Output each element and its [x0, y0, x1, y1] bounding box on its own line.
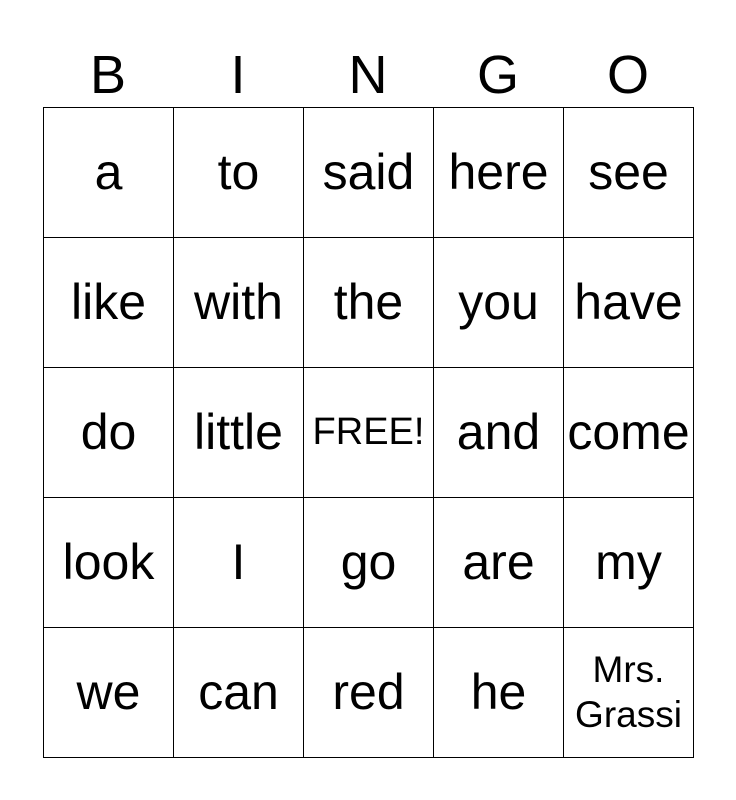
- free-space-label: FREE!: [312, 410, 425, 453]
- cell-word: go: [340, 534, 397, 591]
- bingo-cell[interactable]: [434, 498, 564, 628]
- header-letter-i: I: [230, 45, 246, 105]
- cell-word: to: [217, 144, 260, 201]
- header-letter-o: O: [606, 45, 649, 105]
- cell-word: we: [76, 664, 141, 721]
- free-space-cell[interactable]: [304, 368, 434, 498]
- bingo-cell[interactable]: [174, 498, 304, 628]
- cell-word: are: [462, 534, 535, 591]
- bingo-cell[interactable]: [174, 368, 304, 498]
- cell-word: a: [94, 144, 123, 201]
- bingo-cell[interactable]: [564, 368, 694, 498]
- bingo-cell[interactable]: [434, 108, 564, 238]
- header-letter-b: B: [89, 45, 127, 105]
- cell-word: with: [194, 274, 283, 331]
- cell-word: see: [588, 144, 669, 201]
- bingo-cell[interactable]: [44, 498, 174, 628]
- cell-word: and: [456, 404, 541, 461]
- bingo-cell[interactable]: [174, 108, 304, 238]
- bingo-cell[interactable]: [174, 628, 304, 758]
- teacher-name-cell[interactable]: [564, 628, 694, 758]
- header-letter-g: G: [476, 45, 519, 105]
- cell-word: little: [194, 404, 283, 461]
- cell-word: have: [574, 274, 683, 331]
- bingo-cell[interactable]: [304, 108, 434, 238]
- bingo-cell[interactable]: [304, 238, 434, 368]
- bingo-cell[interactable]: [434, 368, 564, 498]
- bingo-card-grid: [43, 107, 694, 758]
- cell-word: look: [62, 534, 155, 591]
- teacher-name-line1: Mrs.: [592, 649, 665, 691]
- bingo-cell[interactable]: [44, 628, 174, 758]
- cell-word: come: [567, 404, 690, 461]
- bingo-header: [43, 44, 693, 106]
- bingo-cell[interactable]: [434, 238, 564, 368]
- cell-word: said: [322, 144, 415, 201]
- bingo-cell[interactable]: [44, 238, 174, 368]
- bingo-cell[interactable]: [564, 108, 694, 238]
- teacher-name: [575, 648, 682, 737]
- bingo-cell[interactable]: [304, 498, 434, 628]
- cell-word: my: [595, 534, 662, 591]
- bingo-cell[interactable]: [434, 628, 564, 758]
- cell-word: like: [70, 274, 147, 331]
- cell-word: do: [80, 404, 137, 461]
- bingo-cell[interactable]: [564, 498, 694, 628]
- bingo-cell[interactable]: [564, 238, 694, 368]
- header-letter-n: N: [348, 45, 388, 105]
- cell-word: the: [333, 274, 404, 331]
- cell-word: he: [470, 664, 527, 721]
- bingo-cell[interactable]: [174, 238, 304, 368]
- bingo-cell[interactable]: [304, 628, 434, 758]
- cell-word: I: [231, 534, 246, 591]
- cell-word: here: [448, 144, 549, 201]
- cell-word: red: [332, 664, 405, 721]
- bingo-cell[interactable]: [44, 108, 174, 238]
- bingo-cell[interactable]: [44, 368, 174, 498]
- cell-word: can: [198, 664, 279, 721]
- cell-word: you: [458, 274, 539, 331]
- teacher-name-line2: Grassi: [575, 693, 682, 735]
